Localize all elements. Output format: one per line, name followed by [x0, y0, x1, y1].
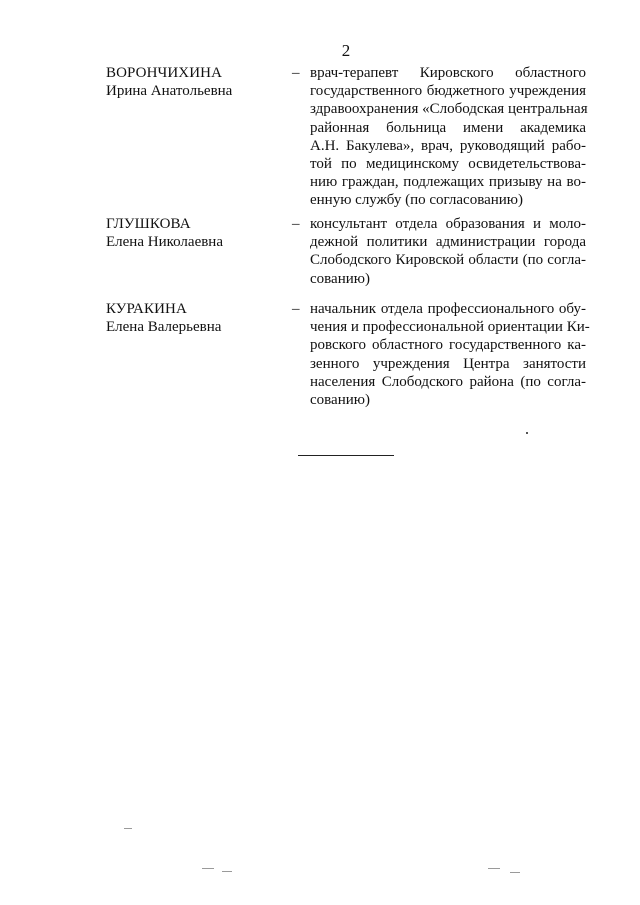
position-line: зенного учреждения Центра занятости — [310, 355, 586, 372]
member-given-names: Ирина Анатольевна — [106, 83, 233, 100]
member-position-text — [310, 215, 586, 288]
member-name — [106, 300, 276, 336]
position-line: ровского областного государственного ка- — [310, 337, 586, 354]
position-line: врач-терапевт Кировского областного — [310, 65, 586, 81]
member-position-text — [310, 64, 586, 210]
position-line: государственного бюджетного учреждения — [310, 83, 586, 100]
position-line: чения и профессиональной ориентации Ки- — [310, 319, 590, 336]
scan-speck — [222, 871, 232, 872]
position-line: дежной политики администрации города — [310, 234, 586, 251]
position-line: сованию) — [310, 270, 370, 287]
scan-speck — [124, 828, 132, 829]
closing-rule — [298, 455, 394, 456]
member-surname: ВОРОНЧИХИНА — [106, 65, 223, 81]
position-line: консультант отдела образования и моло- — [310, 216, 586, 232]
member-name — [106, 64, 276, 100]
entry-dash: – — [292, 301, 300, 317]
member-given-names: Елена Николаевна — [106, 234, 223, 251]
entry-dash: – — [292, 65, 300, 81]
position-line: енную службу (по согласованию) — [310, 192, 524, 209]
position-line: начальник отдела профессионального обу- — [310, 301, 586, 317]
member-surname: ГЛУШКОВА — [106, 216, 191, 232]
member-surname: КУРАКИНА — [106, 301, 187, 317]
position-line: населения Слободского района (по согла- — [310, 373, 586, 390]
position-line: нию граждан, подлежащих призыву на во- — [310, 174, 586, 191]
entry-dash: – — [292, 216, 300, 232]
scan-speck — [202, 868, 214, 869]
page-number: 2 — [341, 41, 351, 60]
member-name — [106, 215, 276, 251]
scan-speck — [526, 432, 528, 434]
position-line: А.Н. Бакулева», врач, руководящий рабо- — [310, 137, 586, 154]
position-line: той по медицинскому освидетельствова- — [310, 156, 586, 173]
member-position-text — [310, 300, 590, 409]
scan-speck — [510, 872, 520, 873]
position-line: здравоохранения «Слободская центральная — [310, 101, 588, 118]
scan-speck — [488, 868, 500, 869]
member-given-names: Елена Валерьевна — [106, 319, 222, 336]
position-line: Слободского Кировской области (по согла- — [310, 252, 586, 269]
position-line: районная больница имени академика — [310, 119, 586, 136]
position-line: сованию) — [310, 392, 370, 409]
